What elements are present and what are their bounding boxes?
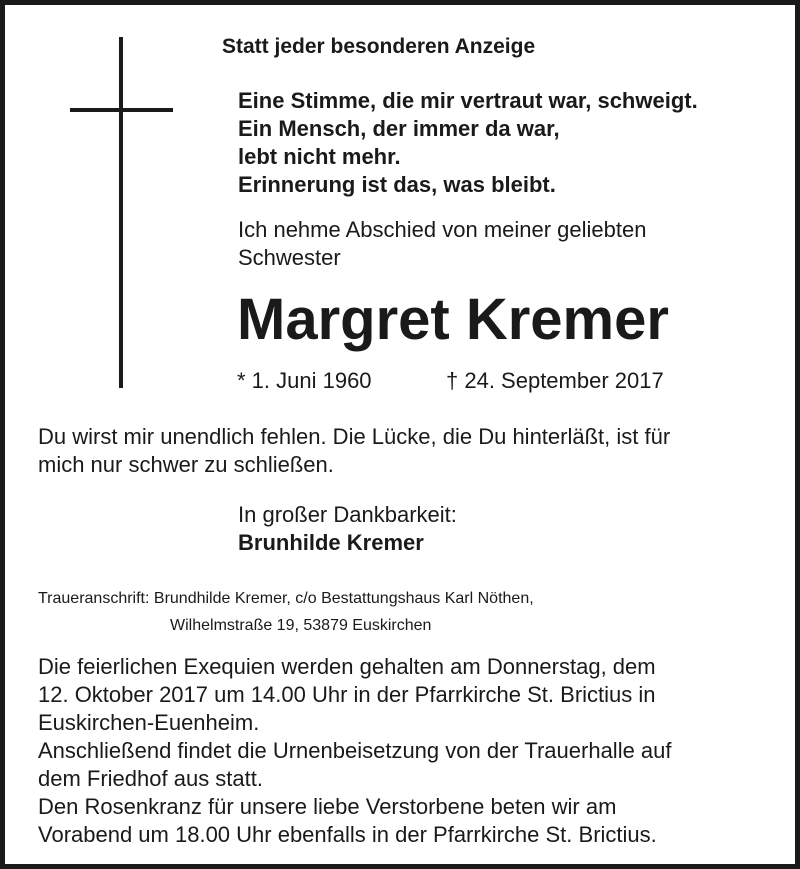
message-line: mich nur schwer zu schließen. — [38, 452, 334, 477]
message-line: Du wirst mir unendlich fehlen. Die Lücke, die Du hinterläßt, ist für — [38, 424, 671, 449]
poem-line: Erinnerung ist das, was bleibt. — [238, 172, 556, 197]
birth-date: * 1. Juni 1960 — [237, 368, 372, 393]
service-line: Vorabend um 18.00 Uhr ebenfalls in der Pfarrkirche St. Brictius. — [38, 822, 657, 847]
poem-line: lebt nicht mehr. — [238, 144, 401, 169]
service-line: Die feierlichen Exequien werden gehalten am Donnerstag, dem — [38, 654, 656, 679]
death-date: † 24. September 2017 — [446, 368, 664, 393]
memorial-poem — [238, 87, 698, 199]
service-details — [38, 653, 672, 849]
notice-headline: Statt jeder besonderen Anzeige — [222, 35, 536, 58]
personal-message — [38, 423, 778, 479]
signer-name: Brunhilde Kremer — [238, 530, 424, 555]
address-line: Traueranschrift: Brundhilde Kremer, c/o Bestattungshaus Karl Nöthen, — [38, 590, 534, 607]
service-line: Den Rosenkranz für unsere liebe Verstorbene beten wir am — [38, 794, 617, 819]
gratitude-block — [238, 501, 457, 557]
intro-line: Schwester — [238, 245, 341, 270]
service-line: 12. Oktober 2017 um 14.00 Uhr in der Pfarrkirche St. Brictius in — [38, 682, 656, 707]
gratitude-line: In großer Dankbarkeit: — [238, 502, 457, 527]
intro-line: Ich nehme Abschied von meiner geliebten — [238, 217, 647, 242]
address-line: Wilhelmstraße 19, 53879 Euskirchen — [170, 617, 432, 634]
service-line: Anschließend findet die Urnenbeisetzung von der Trauerhalle auf — [38, 738, 672, 763]
mourning-address — [38, 585, 534, 639]
service-line: Euskirchen-Euenheim. — [38, 710, 260, 735]
cross-icon-horizontal-bar — [70, 108, 173, 112]
poem-line: Ein Mensch, der immer da war, — [238, 116, 560, 141]
deceased-name: Margret Kremer — [237, 287, 669, 352]
poem-line: Eine Stimme, die mir vertraut war, schweigt. — [238, 88, 698, 113]
farewell-intro — [238, 216, 646, 272]
cross-icon-vertical-bar — [119, 37, 123, 388]
service-line: dem Friedhof aus statt. — [38, 766, 263, 791]
